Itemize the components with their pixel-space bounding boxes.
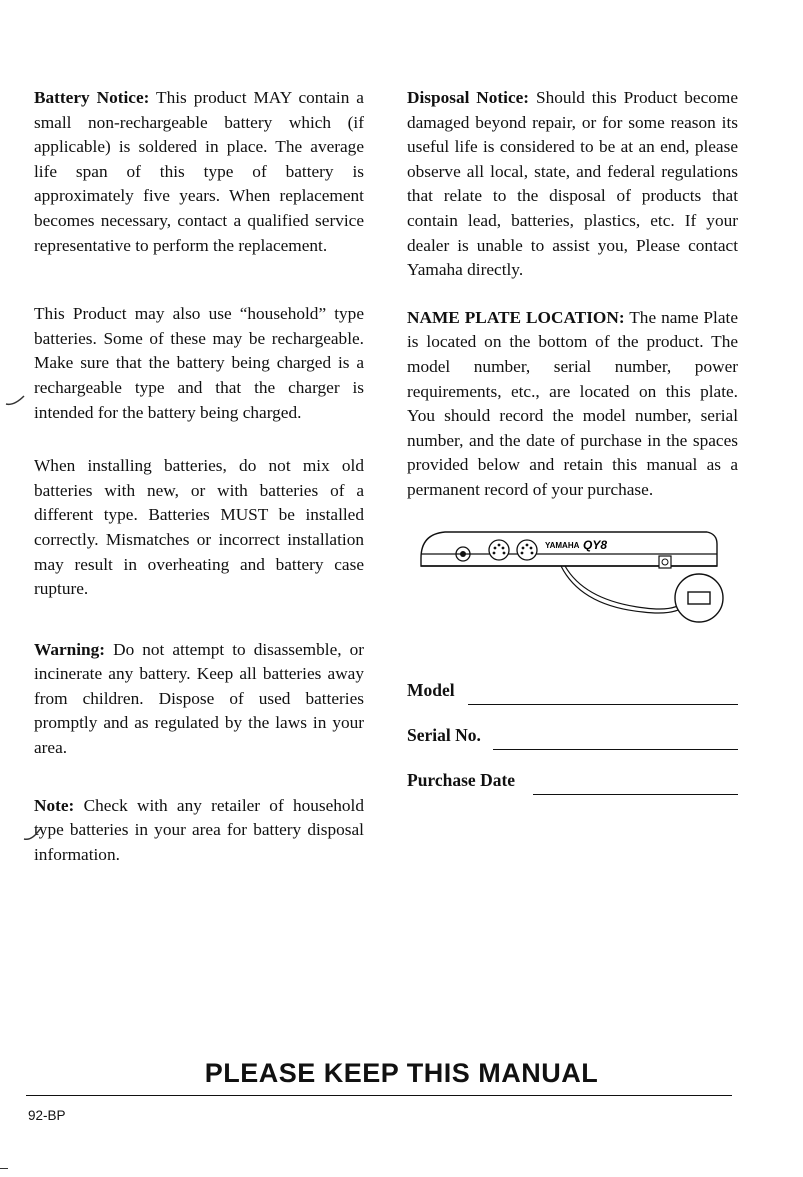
serial-number-field xyxy=(407,715,738,760)
serial-number-label: Serial No. xyxy=(407,724,481,745)
battery-notice-paragraph xyxy=(34,86,364,258)
dc-in-jack-icon xyxy=(659,556,671,568)
name-plate-illustration xyxy=(415,526,725,656)
purchase-date-label: Purchase Date xyxy=(407,769,516,790)
purchase-date-field xyxy=(407,760,738,805)
device-rear-panel-illustration xyxy=(415,526,725,656)
model-field xyxy=(407,670,738,715)
disposal-notice-text: Should this Product become damaged beyond repair, or for some reason its useful life is considered to be at an end, please observe all local, state, and federal regulations that relate to the disposal of products that contain lead, batteries, plastics, etc. If your dealer is unable to assist you, Please contact Yamaha directly. xyxy=(407,88,738,280)
footer-divider xyxy=(26,1095,732,1096)
household-batteries-paragraph: This Product may also use “household” type batteries. Some of these may be rechargeable. Make sure that the battery being charged is a rechargeable type and that the charger is intended for the battery being charged. xyxy=(34,304,364,422)
midi-out-port-icon xyxy=(517,540,537,560)
note-heading: Note: xyxy=(34,795,75,815)
brand-text: YAMAHA xyxy=(545,540,580,550)
warning-text: Do not attempt to disassemble, or incinerate any battery. Keep all batteries away from children. Dispose of used batteries promptly and as regulated by the laws in your area. xyxy=(34,639,364,758)
installing-batteries-paragraph: When installing batteries, do not mix old batteries with new, or with batteries of a different type. Batteries MUST be installed correctly. Mismatches or incorrect installation may result in overheating and battery case rupture. xyxy=(34,456,364,599)
model-label: Model xyxy=(407,679,455,700)
purchase-date-entry-line xyxy=(533,794,738,795)
warning-heading: Warning: xyxy=(34,639,106,659)
footer-code: 92-BP xyxy=(28,1108,66,1123)
model-logo-text: QY8 xyxy=(583,537,608,552)
serial-number-entry-line xyxy=(493,749,738,750)
name-plate-paragraph xyxy=(407,306,738,503)
binding-mark-icon xyxy=(4,392,26,408)
model-entry-line xyxy=(468,704,738,705)
name-plate-magnified-icon xyxy=(675,574,723,622)
battery-notice-text: This product MAY contain a small non-rechargeable battery which (if applicable) is soldered in place. The average life span of this type of battery is approximately five years. When replacement becomes necessary, contact a qualified service representative to perform the replacement. xyxy=(34,88,364,255)
warning-paragraph xyxy=(34,638,364,761)
battery-notice-heading: Battery Notice: xyxy=(34,88,150,107)
note-paragraph xyxy=(34,794,364,868)
footer-title: PLEASE KEEP THIS MANUAL xyxy=(204,1058,599,1088)
right-column xyxy=(407,86,738,805)
left-column xyxy=(34,86,364,890)
page-edge-mark xyxy=(0,1168,8,1169)
disposal-notice-heading: Disposal Notice: xyxy=(407,88,530,107)
midi-in-port-icon xyxy=(489,540,509,560)
binding-mark-icon xyxy=(22,827,42,843)
name-plate-text: The name Plate is located on the bottom of the product. The model number, serial number, power requirements, etc., are located on this plate. You should record the model number, serial number, and the date of purchase in the spaces provided below and retain this manual as a permanent record of your purchase. xyxy=(407,307,738,499)
disposal-notice-paragraph xyxy=(407,86,738,283)
name-plate-heading: NAME PLATE LOCATION: xyxy=(407,307,625,327)
note-text: Check with any retailer of household type batteries in your area for battery disposal information. xyxy=(34,795,364,864)
